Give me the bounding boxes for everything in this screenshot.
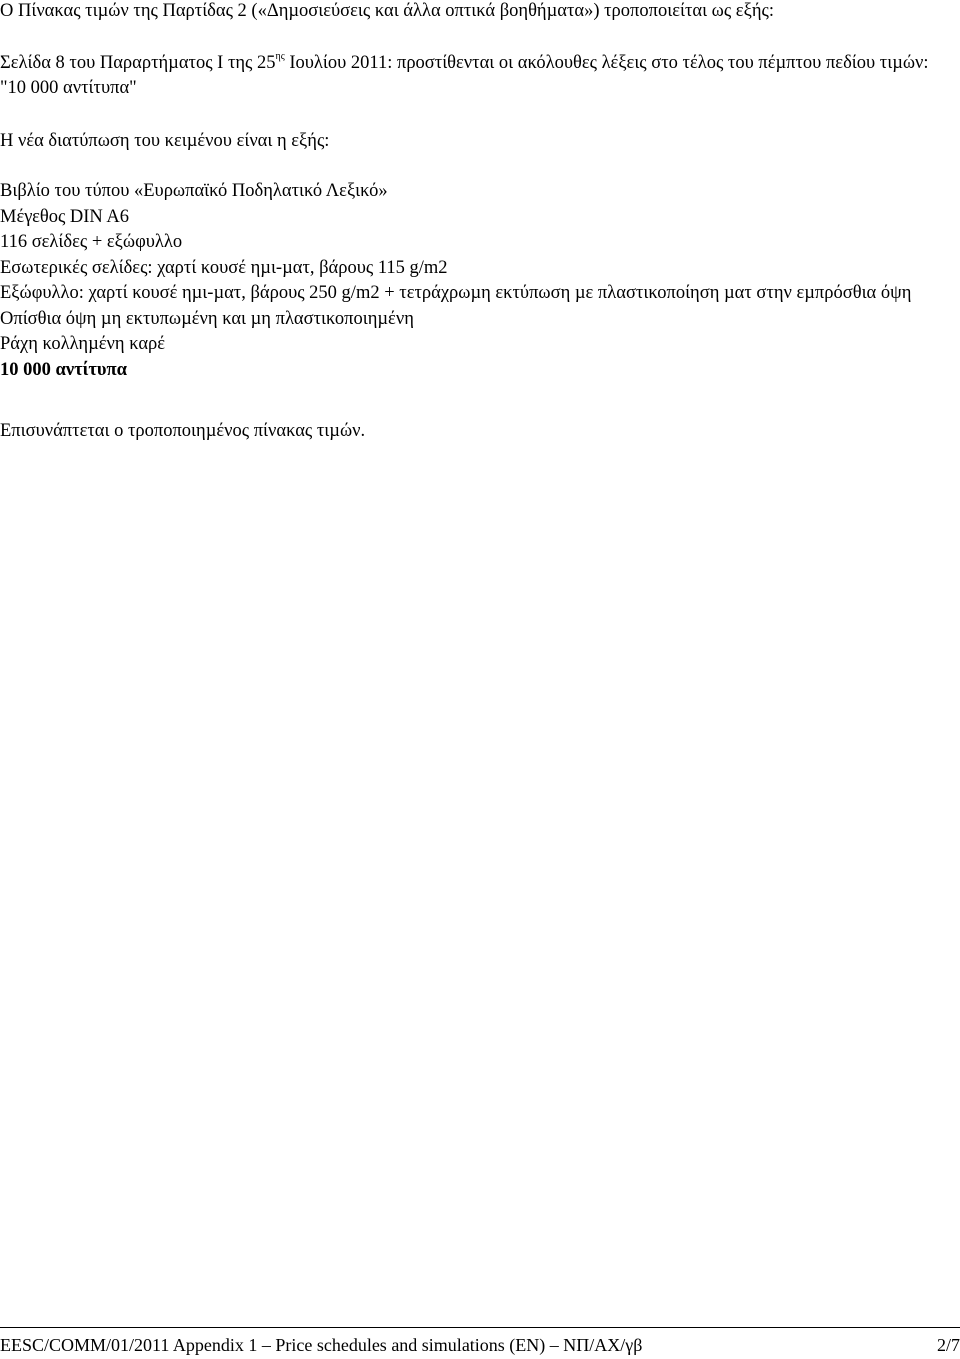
ordinal-superscript: ης	[275, 50, 285, 62]
spec-line-book-type: Βιβλίο του τύπου «Ευρωπαϊκό Ποδηλατικό Λεξικό»	[0, 181, 388, 201]
page-reference-paragraph	[0, 51, 935, 102]
spec-line-back: Οπίσθια όψη µη εκτυπωµένη και µη πλαστικοποιηµένη	[0, 308, 414, 329]
page-reference-end: Ιουλίου 2011: προστίθενται οι ακόλουθες λέξεις στο τέλος του πέµπτου πεδίου τιµών: "10 000 αντίτυπα"	[0, 52, 929, 98]
spec-line-size: Μέγεθος DIN A6	[0, 206, 130, 227]
spec-line-copies: 10 000 αντίτυπα	[0, 359, 127, 380]
spec-line-inner-pages: Εσωτερικές σελίδες: χαρτί κουσέ ηµι-µατ, βάρους 115 g/m2	[0, 257, 448, 278]
spec-line-cover: Εξώφυλλο: χαρτί κουσέ ηµι-µατ, βάρους 250 g/m2 + τετράχρωµη εκτύπωση µε πλαστικοποίηση µατ στην εµπρόσθια όψη	[0, 283, 912, 303]
spec-line-pages: 116 σελίδες + εξώφυλλο	[0, 232, 183, 252]
footer-document-reference: EESC/COMM/01/2011 Appendix 1 – Price schedules and simulations (EN) – ΝΠ/ΑΧ/γβ	[0, 1335, 643, 1355]
spec-line-spine: Ράχη κολληµένη καρέ	[0, 334, 166, 354]
page-footer	[0, 1327, 960, 1358]
page-reference-start: Σελίδα 8 του Παραρτήµατος I της 25	[0, 52, 276, 73]
new-wording-label: Η νέα διατύπωση του κειµένου είναι η εξής:	[0, 130, 330, 151]
document-body	[0, 0, 935, 445]
intro-paragraph: Ο Πίνακας τιµών της Παρτίδας 2 («Δηµοσιεύσεις και άλλα οπτικά βοηθήµατα») τροποποιείται ως εξής:	[0, 1, 774, 21]
product-specification	[0, 179, 935, 383]
footer-page-number: 2/7	[936, 1335, 960, 1355]
attached-note: Επισυνάπτεται ο τροποποιηµένος πίνακας τιµών.	[0, 421, 366, 441]
